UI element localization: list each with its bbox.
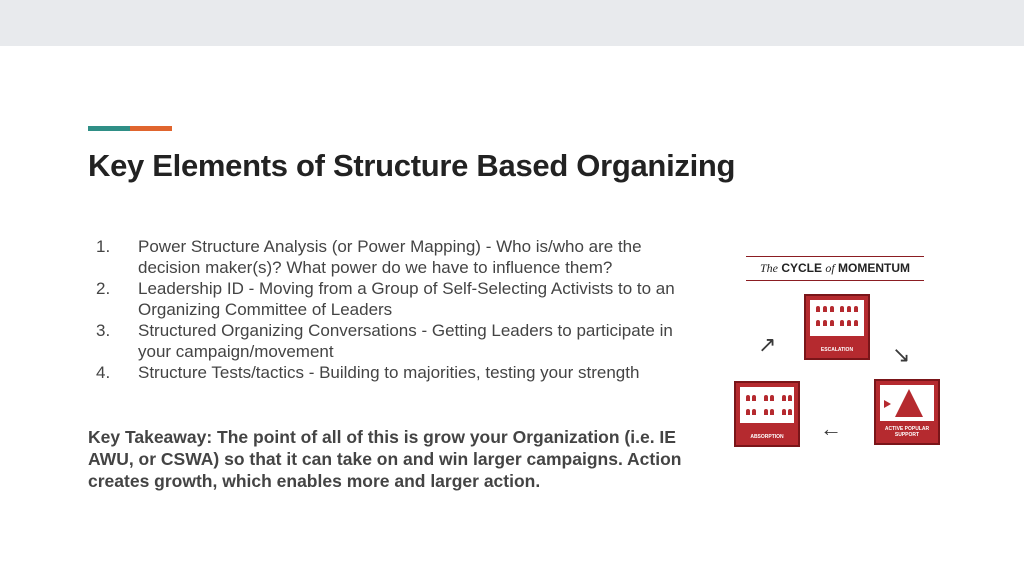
- accent-orange: [130, 126, 172, 131]
- list-number: 2.: [96, 279, 111, 298]
- cycle-title-of: of: [825, 261, 835, 275]
- cycle-title-the: The: [759, 261, 778, 275]
- support-panel: [874, 379, 940, 445]
- key-elements-list: [96, 236, 696, 383]
- title-accent-bar: [88, 126, 172, 131]
- top-toolbar-strip: [0, 0, 1024, 46]
- escalation-label: ESCALATION: [820, 347, 854, 353]
- cycle-title: [746, 256, 924, 281]
- list-text: Structured Organizing Conversations - Getting Leaders to participate in your campaign/movement: [138, 321, 673, 361]
- arrow-down-right-icon: ↘: [892, 342, 911, 367]
- cycle-title-momentum: MOMENTUM: [838, 261, 911, 275]
- absorption-label: ABSORPTION: [750, 434, 784, 440]
- absorption-panel: [734, 381, 800, 447]
- list-item: [96, 320, 696, 362]
- list-item: [96, 236, 696, 278]
- pyramid-illustration: [880, 385, 934, 421]
- list-text: Leadership ID - Moving from a Group of Self-Selecting Activists to to an Organizing Committee of Leaders: [138, 279, 675, 319]
- slide-title: Key Elements of Structure Based Organizing: [88, 148, 736, 183]
- accent-teal: [88, 126, 130, 131]
- list-number: 3.: [96, 321, 111, 340]
- arrow-up-right-icon: ↗: [758, 332, 777, 357]
- cycle-title-cycle: CYCLE: [781, 261, 822, 275]
- arrow-left-icon: ←: [820, 416, 842, 441]
- list-number: 4.: [96, 363, 111, 382]
- escalation-panel: [804, 294, 870, 360]
- key-takeaway: Key Takeaway: The point of all of this is grow your Organization (i.e. IE AWU, or CSWA) so that it can take on and win larger campaigns. Action creates growth, which enables more and larger action.: [88, 427, 682, 491]
- cycle-of-momentum-graphic: [728, 246, 948, 496]
- support-label: ACTIVE POPULAR SUPPORT: [884, 426, 930, 438]
- list-number: 1.: [96, 237, 111, 256]
- slide-canvas: [0, 46, 1024, 569]
- crowd-illustration: [810, 300, 864, 336]
- list-text: Power Structure Analysis (or Power Mapping) - Who is/who are the decision maker(s)? What power do we have to influence them?: [138, 237, 642, 277]
- list-item: [96, 362, 696, 383]
- list-text: Structure Tests/tactics - Building to majorities, testing your strength: [138, 363, 640, 382]
- list-item: [96, 278, 696, 320]
- groups-illustration: [740, 387, 794, 423]
